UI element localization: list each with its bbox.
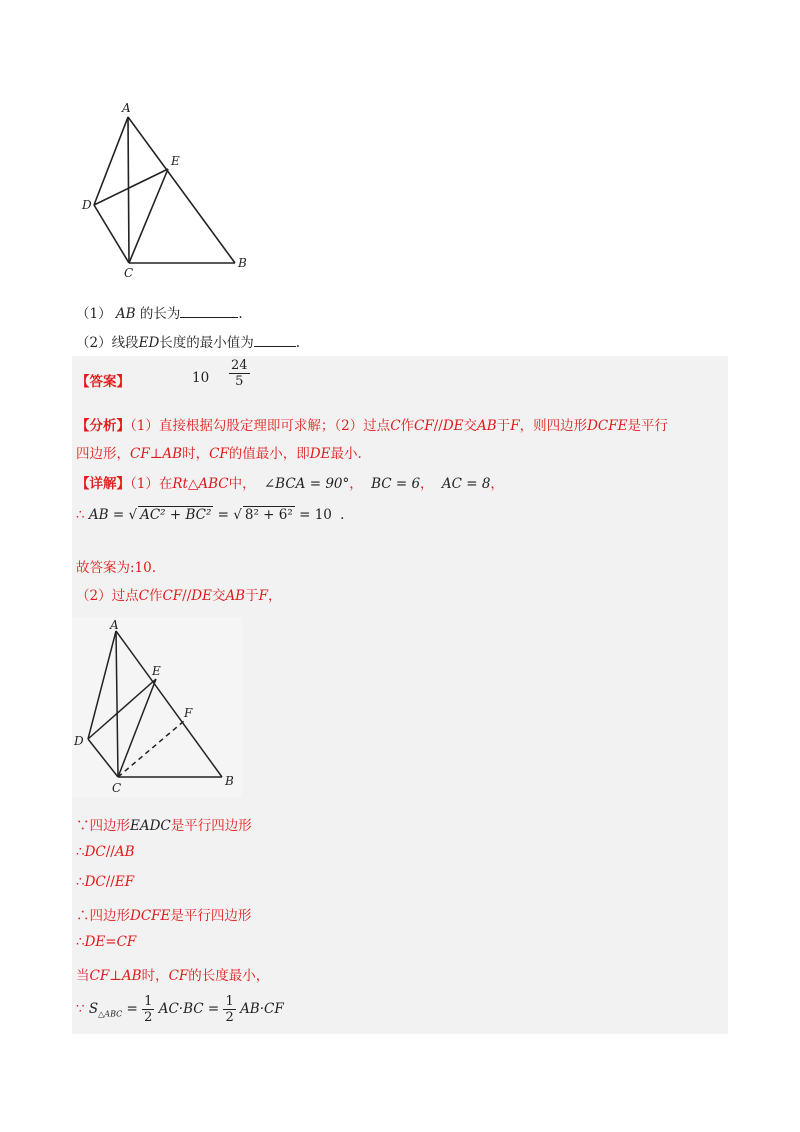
detail-var-f: F — [258, 588, 268, 604]
analysis-text-2c: 的值最小，即 — [228, 446, 310, 462]
label-C-2: C — [112, 781, 122, 795]
proof-par-1: // — [105, 844, 115, 860]
proof-line-2 — [76, 844, 135, 860]
detail-zhong: 中， — [228, 476, 256, 492]
segment-EC — [129, 169, 168, 263]
analysis-line-2 — [76, 442, 362, 462]
label-B: B — [238, 256, 247, 270]
proof-cf-1: CF — [89, 968, 110, 984]
analysis-yu: 于 — [496, 418, 511, 434]
analysis-var-f: F — [510, 418, 520, 434]
proof-dc-2: DC — [84, 874, 106, 890]
proof-line-4 — [76, 904, 251, 924]
proof-half-num-1: 1 — [144, 994, 153, 1009]
detail-parallel: // — [182, 588, 192, 604]
label-A: A — [122, 101, 131, 115]
analysis-text-1: （1）直接根据勾股定理即可求解；（2）过点 — [130, 418, 391, 434]
segment-AC — [128, 117, 129, 263]
detail-line-1 — [76, 472, 504, 492]
proof-text-4a: 四边形 — [89, 908, 130, 924]
segment-DC — [94, 205, 129, 263]
label-C: C — [124, 266, 134, 280]
detail-yu: 于 — [245, 588, 259, 604]
proof-ef: EF — [114, 874, 135, 890]
analysis-var-dcfe: DCFE — [587, 418, 628, 434]
proof-text-6c: 的长度最小， — [188, 968, 270, 984]
analysis-var-ab-2: AB — [162, 446, 183, 462]
proof-abcf: AB·CF — [240, 1001, 284, 1017]
analysis-var-c: C — [390, 418, 401, 434]
answer-value-2 — [229, 358, 250, 389]
detail-var-ab: AB — [225, 588, 246, 604]
proof-s: S — [88, 1001, 99, 1017]
label-E: E — [171, 154, 180, 168]
detail-ac: AC = 8 — [441, 476, 491, 492]
analysis-var-cf: CF — [414, 418, 434, 434]
analysis-parallel: // — [433, 418, 443, 434]
answer-value-2-numerator: 24 — [231, 358, 248, 373]
proof-because-2: ∵ — [76, 1001, 85, 1017]
proof-cf-2: CF — [168, 968, 189, 984]
analysis-var-ab: AB — [477, 418, 497, 434]
detail-formula-eq: = — [217, 507, 229, 523]
question-2-var: ED — [138, 335, 160, 351]
analysis-shi: 是平行 — [627, 418, 668, 434]
proof-eadc: EADC — [130, 818, 171, 834]
proof-line-6 — [76, 964, 269, 984]
proof-line-1 — [76, 814, 252, 834]
analysis-tag: 【分析】 — [76, 418, 130, 434]
detail-formula-dot: . — [340, 507, 345, 523]
question-1-prefix: （1） — [76, 306, 112, 322]
proof-par-2: // — [105, 874, 115, 890]
detail-formula-sqrt-2: 8² + 6² — [244, 507, 293, 523]
answer-blank-2 — [254, 345, 296, 347]
detail-comma-1: ， — [349, 476, 363, 492]
segment-AB — [128, 117, 235, 263]
proof-therefore-1: ∴ — [76, 844, 85, 860]
detail-triangle: △ — [187, 476, 199, 492]
analysis-var-de: DE — [442, 418, 464, 434]
proof-text-4b: 是平行四边形 — [170, 908, 252, 924]
detail-answer-line: 故答案为:10. — [76, 560, 157, 576]
question-1-var: AB — [115, 306, 136, 322]
answer-blank-1 — [180, 316, 238, 318]
answer-line — [76, 370, 130, 390]
proof-text-6b: 时， — [141, 968, 169, 984]
detail-line-3 — [76, 584, 281, 604]
detail-var-de: DE — [191, 588, 212, 604]
detail-therefore: ∴ — [76, 507, 85, 523]
proof-half-den-2: 2 — [225, 1010, 234, 1025]
question-2-text: 长度的最小值为 — [159, 335, 254, 351]
analysis-var-de-2: DE — [309, 446, 331, 462]
proof-acbc: AC·BC = — [158, 1001, 220, 1017]
proof-line-5 — [76, 934, 136, 950]
question-1 — [76, 302, 243, 322]
answer-value-1: 10 — [192, 370, 210, 386]
sqrt-sign-2: √ — [233, 507, 242, 523]
label-F-2: F — [184, 706, 193, 720]
answer-value-2-denominator: 5 — [235, 374, 244, 389]
sqrt-sign-1: √ — [128, 507, 138, 523]
analysis-jiao: 交 — [463, 418, 478, 434]
proof-dcfe: DCFE — [130, 908, 171, 924]
analysis-var-cf-3: CF — [209, 446, 229, 462]
analysis-perp: ⊥ — [149, 446, 163, 462]
label-B-2: B — [225, 774, 234, 788]
proof-half-den-1: 2 — [144, 1010, 153, 1025]
proof-text-1a: 四边形 — [89, 818, 130, 834]
detail-comma-2: ， — [420, 476, 434, 492]
detail-zuo: 作 — [148, 588, 163, 604]
proof-line-3 — [76, 874, 134, 890]
detail-formula-sqrt-1: AC² + BC² — [140, 507, 212, 523]
proof-de-cf: DE=CF — [84, 934, 137, 950]
detail-var-cf: CF — [162, 588, 183, 604]
proof-perp: ⊥ — [109, 968, 122, 984]
detail-formula-ab: AB = — [88, 507, 125, 523]
question-1-end: . — [238, 306, 243, 322]
figure-1-diagram — [70, 95, 270, 280]
detail-text-1: （1）在 — [130, 476, 173, 492]
analysis-text-2b: 时， — [182, 446, 210, 462]
analysis-line-1 — [76, 414, 668, 434]
analysis-text-2d: 最小. — [330, 446, 362, 462]
analysis-var-cf-2: CF — [130, 446, 150, 462]
label-D-2: D — [74, 734, 84, 748]
analysis-zuo: 作 — [400, 418, 415, 434]
detail-formula — [76, 506, 344, 523]
detail-abc: ABC — [198, 476, 229, 492]
proof-area-formula — [76, 994, 284, 1025]
detail-comma-4: ， — [267, 588, 282, 604]
detail-bc: BC = 6 — [371, 476, 421, 492]
proof-text-1b: 是平行四边形 — [170, 818, 252, 834]
question-1-text: 的长为 — [139, 306, 181, 322]
proof-s-sub: △ABC — [98, 1009, 123, 1019]
label-A-2: A — [110, 618, 119, 632]
proof-ab-2: AB — [121, 968, 142, 984]
figure-2-diagram — [72, 617, 242, 797]
detail-var-c: C — [138, 588, 149, 604]
question-2-prefix: （2）线段 — [76, 335, 139, 351]
detail-rt: Rt — [172, 476, 188, 492]
proof-text-6a: 当 — [76, 968, 90, 984]
proof-therefore-3: ∴ — [76, 908, 90, 924]
answer-tag: 【答案】 — [76, 374, 130, 390]
detail-formula-result: = 10 — [299, 507, 332, 523]
proof-dc-1: DC — [84, 844, 106, 860]
proof-because: ∵ — [76, 818, 90, 834]
detail-comma-3: ， — [490, 476, 504, 492]
detail-text-3: （2）过点 — [76, 588, 139, 604]
proof-therefore-2: ∴ — [76, 874, 85, 890]
label-E-2: E — [152, 664, 161, 678]
proof-half-num-2: 1 — [225, 994, 234, 1009]
proof-ab: AB — [114, 844, 135, 860]
proof-therefore-4: ∴ — [76, 934, 85, 950]
analysis-text-2: 四边形， — [76, 446, 130, 462]
question-2 — [76, 331, 300, 351]
analysis-ze: ，则四边形 — [519, 418, 588, 434]
question-2-end: . — [295, 335, 301, 351]
detail-tag: 【详解】 — [76, 476, 130, 492]
proof-eq: = — [126, 1001, 138, 1017]
label-D: D — [82, 198, 92, 212]
detail-angle: ∠BCA = 90° — [263, 476, 350, 492]
detail-jiao: 交 — [211, 588, 226, 604]
